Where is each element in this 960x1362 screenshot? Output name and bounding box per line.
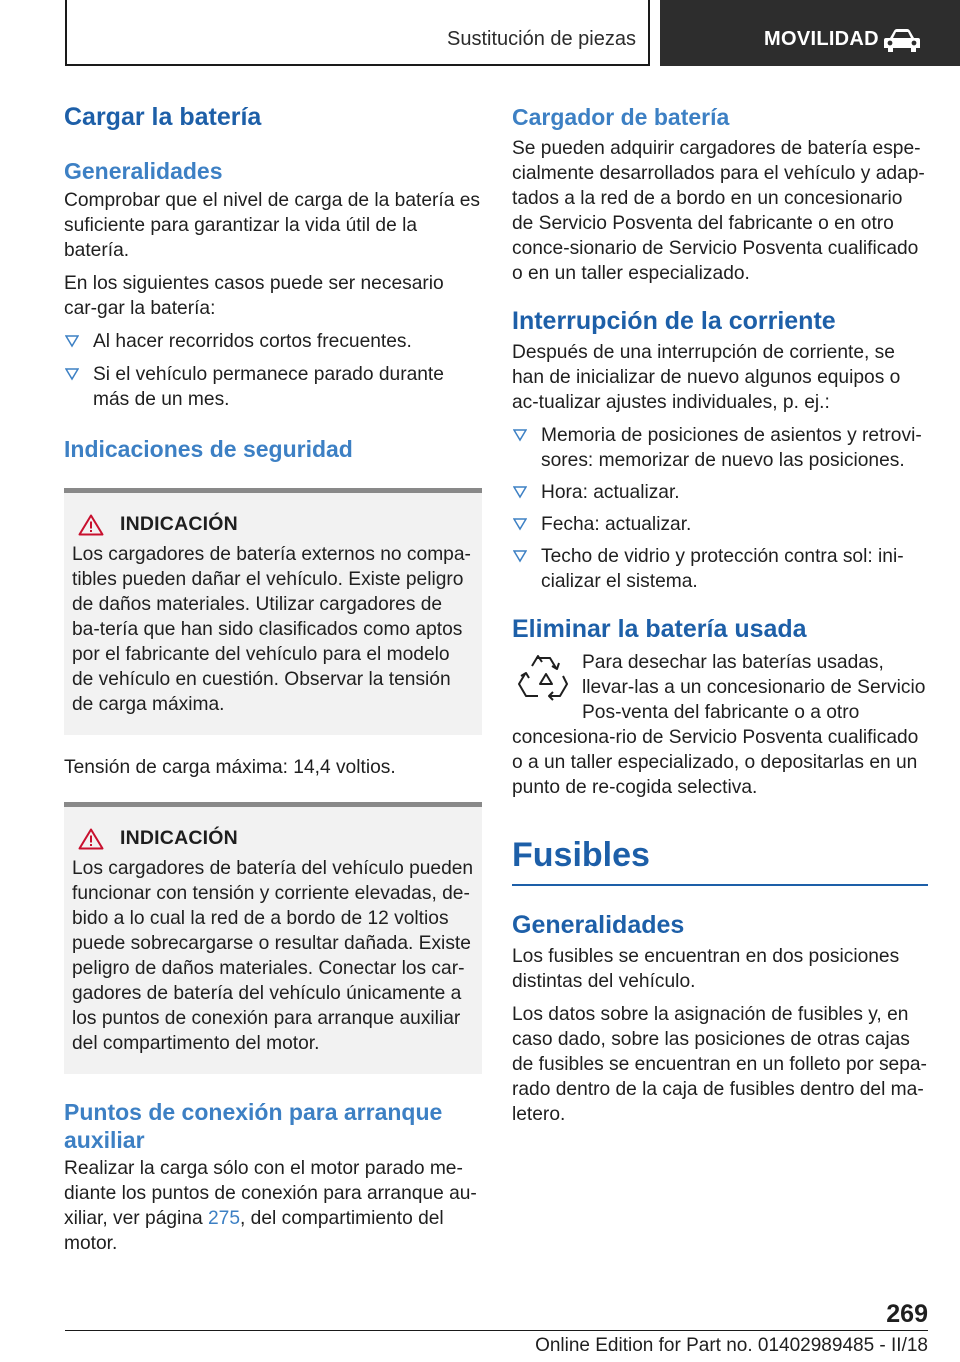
list-item: Hora: actualizar. bbox=[512, 480, 928, 505]
triangle-bullet-icon bbox=[513, 485, 527, 499]
fusibles-rule bbox=[512, 884, 928, 886]
list-item: Memoria de posiciones de asientos y retrovi-sores: memorizar de nuevo las posiciones. bbox=[512, 423, 928, 473]
note-box-1 bbox=[64, 488, 482, 735]
left-column bbox=[64, 100, 482, 1256]
list-item: Techo de vidrio y protección contra sol: ini-cializar el sistema. bbox=[512, 544, 928, 594]
header-rule-divider bbox=[648, 0, 650, 66]
triangle-bullet-icon bbox=[513, 517, 527, 531]
warning-triangle-icon bbox=[78, 828, 104, 850]
paragraph-interrupcion: Después de una interrupción de corriente, se han de inicializar de nuevo algunos equipos o ac-tualizar ajustes individuales, p. ej.: bbox=[512, 342, 901, 413]
footer-rule bbox=[65, 1330, 928, 1331]
car-icon bbox=[882, 28, 922, 54]
paragraph-tension: Tensión de carga máxima: 14,4 voltios. bbox=[64, 757, 396, 778]
heading-fusibles: Fusibles bbox=[512, 836, 650, 874]
note-box-2 bbox=[64, 802, 482, 1074]
triangle-bullet-icon bbox=[65, 367, 79, 381]
note-text: Los cargadores de batería del vehículo pueden funcionar con tensión y corriente elevadas, de-bido a lo cual la red de a bordo de 12 voltios puede sobrecargarse o resultar dañada. Existe peligro de daños materiales. Conectar los car-gadores de batería del vehículo únicamente a los puntos de conexión para arranque auxiliar del compartimento del motor. bbox=[72, 858, 474, 1054]
heading-generalidades: Generalidades bbox=[64, 158, 223, 184]
triangle-bullet-icon bbox=[513, 549, 527, 563]
paragraph-fusibles-1: Los fusibles se encuentran en dos posiciones distintas del vehículo. bbox=[512, 946, 900, 992]
page-number: 269 bbox=[886, 1300, 928, 1328]
heading-seguridad: Indicaciones de seguridad bbox=[64, 436, 353, 462]
eliminar-block bbox=[512, 650, 928, 800]
bullet-list-ajustes bbox=[512, 423, 928, 594]
header-rule-bottom bbox=[65, 64, 650, 66]
note-title: INDICACIÓN bbox=[120, 513, 238, 535]
triangle-bullet-icon bbox=[65, 334, 79, 348]
paragraph-eliminar: Para desechar las baterías usadas, llevar-las a un concesionario de Servicio Pos-venta del fabricante o a otro concesiona-rio de Servicio Posventa cualificado o a un taller especializado, o depositarlas en un punto de re-cogida selectiva. bbox=[512, 652, 926, 798]
header-rule-left bbox=[65, 0, 67, 66]
header-chapter-tab bbox=[660, 0, 960, 66]
heading-cargar-bateria: Cargar la batería bbox=[64, 103, 262, 131]
warning-triangle-icon bbox=[78, 514, 104, 536]
paragraph-fusibles-2: Los datos sobre la asignación de fusibles y, en caso dado, sobre las posiciones de otras cajas de fusibles se encuentran en un folleto por sepa-rado dentro de la caja de fusibles dentro del ma-letero. bbox=[512, 1004, 927, 1125]
note-text: Los cargadores de batería externos no compa-tibles pueden dañar el vehículo. Existe peligro de daños materiales. Utilizar cargadores de ba-tería que han sido clasificados como aptos por el fabricante del vehículo para el modelo de vehículo en cuestión. Observar la tensión de carga máxima. bbox=[72, 544, 471, 715]
heading-cargador-bateria: Cargador de batería bbox=[512, 104, 730, 130]
paragraph-casos: En los siguientes casos puede ser necesario car-gar la batería: bbox=[64, 273, 444, 319]
heading-interrupcion: Interrupción de la corriente bbox=[512, 307, 836, 335]
note-header bbox=[72, 513, 474, 536]
heading-generalidades-fusibles: Generalidades bbox=[512, 911, 685, 939]
note-title: INDICACIÓN bbox=[120, 827, 238, 849]
list-item: Si el vehículo permanece parado durante más de un mes. bbox=[64, 362, 482, 412]
paragraph-puntos: Realizar la carga sólo con el motor parado me-diante los puntos de conexión para arranque au-xiliar, ver página 275, del compartimiento del motor. bbox=[64, 1158, 477, 1254]
header-section-title: Sustitución de piezas bbox=[446, 28, 636, 50]
heading-eliminar-bateria: Eliminar la batería usada bbox=[512, 615, 807, 643]
header-chapter-label: MOVILIDAD bbox=[764, 28, 879, 50]
paragraph-comprobar: Comprobar que el nivel de carga de la batería es suficiente para garantizar la vida útil de la batería. bbox=[64, 190, 480, 261]
note-header bbox=[72, 827, 474, 850]
footer-edition: Online Edition for Part no. 01402989485 - II/18 bbox=[535, 1335, 928, 1356]
list-item: Fecha: actualizar. bbox=[512, 512, 928, 537]
heading-puntos-conexion: Puntos de conexión para arranque auxiliar bbox=[64, 1099, 443, 1153]
page-link-275[interactable]: 275 bbox=[207, 1208, 240, 1229]
bullet-list-casos bbox=[64, 329, 482, 412]
list-item: Al hacer recorridos cortos frecuentes. bbox=[64, 329, 482, 354]
recycle-icon bbox=[516, 652, 570, 704]
paragraph-cargador: Se pueden adquirir cargadores de batería espe-cialmente desarrollados para el vehículo y adap-tados a la red de a bordo en un concesionario de Servicio Posventa del fabricante o en otro conce-sionario de Servicio Posventa cualificado o en un taller especializado. bbox=[512, 138, 925, 284]
triangle-bullet-icon bbox=[513, 428, 527, 442]
right-column bbox=[512, 100, 928, 1127]
